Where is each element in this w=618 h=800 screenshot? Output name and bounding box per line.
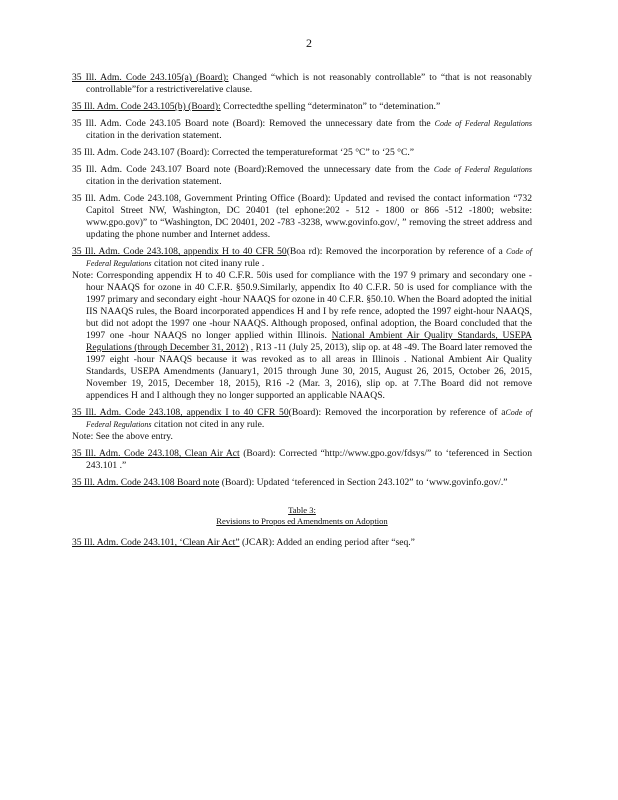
entry-text: citation not cited inany rule . xyxy=(151,258,265,269)
entry-lead: 35 Ill. Adm. Code 243.108 Board note xyxy=(72,477,220,488)
entry-text: (Board): Removed the incorporation by reference of a xyxy=(288,407,506,418)
list-item xyxy=(72,448,532,472)
note-text: Note: Corresponding appendix H to 40 C.F.R. 50is used for compliance with the 197 9 primary and secondary one - hour NAAQS for ozone in 40 C.F.R. §50.9.Similarly, appendix Ito 40 C.F.R. 50 is used for compliance with the 1997 primary and secondary eight -hour NAAQS for ozone in 40 C.F.R. §50.10. When the Board adopted the initial IIS NAAQS rules, the Board incorporated appendices H and I by refe rence, adopted the 1997 eight-hour NAAQS, but did not adopt the 1997 one -hour NAAQS. Although proposed, onfinal adoption, the Board concluded that the 1997 one -hour NAAQS no longer applied within Illinois. xyxy=(72,270,532,341)
list-item xyxy=(72,118,532,142)
list-item xyxy=(72,537,532,549)
list-item xyxy=(72,147,532,159)
list-item xyxy=(72,72,532,96)
table-title: Revisions to Propos ed Amendments on Adoption xyxy=(216,516,388,526)
entry-lead: 35 Ill. Adm. Code 243.108, appendix I to 40 CFR 50 xyxy=(72,407,289,418)
entry-lead: 35 Ill. Adm. Code 243.108, appendix H to 40 CFR 50 xyxy=(72,246,287,257)
entry-note: Note: See the above entry. xyxy=(72,431,173,442)
entries-list xyxy=(72,72,532,554)
note-underlined: National Ambient Air Quality Standards, USEPA Regulations (through December 31, 2012) xyxy=(86,330,532,353)
entry-text: (JCAR): Added an ending period after “seq.” xyxy=(239,537,415,548)
list-item xyxy=(72,407,532,443)
entry-lead: 35 Ill. Adm. Code 243.105(b) (Board): xyxy=(72,101,221,112)
entry-text: (Board): Updated ‘teferenced in Section 243.102” to ‘www.govinfo.gov/.” xyxy=(219,477,508,488)
entry-citation: Code of Federal Regulations xyxy=(86,247,532,268)
entry-note xyxy=(72,270,532,402)
entry-text: (Board): Corrected “http://www.gpo.gov/fdsys/” to ‘teferenced in Section 243.101 .” xyxy=(86,448,532,471)
table-heading xyxy=(72,505,532,527)
entry-text: Correctedthe spelling “determinaton” to “detemination.” xyxy=(220,101,441,112)
entry-citation: Code of Federal Regulations xyxy=(433,165,532,174)
entry-text: citation not cited in any rule. xyxy=(151,419,265,430)
entry-text: Changed “which is not reasonably controllable” to “that is not reasonably controllable”for a restrictiverelative clause. xyxy=(86,72,532,95)
entry-lead: 35 Ill. Adm. Code 243.105(a) (Board): xyxy=(72,72,229,83)
list-item xyxy=(72,164,532,188)
note-text: , R13 -11 (July 25, 2013), slip op. at 48 -49. The Board later removed the 1997 eight -hour NAAQS because it was revoked as to all areas in Illinois . National Ambient Air Quality Standards, USEPA Amendments (January1, 2015 through June 30, 2015, August 26, 2015, October 26, 2015, November 19, 2015, December 18, 2015), R16 -2 (Mar. 3, 2016), slip op. at 7.The Board did not remove appendices H and I although they no longer supported an applicable NAAQS. xyxy=(86,342,532,401)
entry-text: citation in the derivation statement. xyxy=(86,130,222,141)
table-label: Table 3: xyxy=(288,505,316,515)
list-item xyxy=(72,193,532,241)
list-item xyxy=(72,246,532,402)
entry-citation: Code of Federal Regulations xyxy=(434,119,532,128)
entry-text: 35 Ill. Adm. Code 243.105 Board note (Board): Removed the unnecessary date from the xyxy=(72,118,435,129)
entry-citation: Code of Federal Regulations xyxy=(86,408,532,429)
page-number: 2 xyxy=(306,36,312,50)
list-item xyxy=(72,101,532,113)
entry-text: 35 Ill. Adm. Code 243.108, Government Printing Office (Board): Updated and revised the contact information “732 Capitol Street NW, Washington, DC 20401 (tel ephone:202 - 512 - 1800 or 866 -512 -1800; website: www.gpo.gov)” to “Washington, DC 20401, 202 -783 -3238, www.govinfo.gov/, ” removing the street address and updating the phone number and Internet addess. xyxy=(72,193,532,240)
entry-text: 35 Ill. Adm. Code 243.107 (Board): Corrected the temperatureformat ‘25 °C” to ‘25 °C.” xyxy=(72,147,415,158)
list-item xyxy=(72,477,532,489)
entry-text: citation in the derivation statement. xyxy=(86,176,222,187)
entry-text: 35 Ill. Adm. Code 243.107 Board note (Board):Removed the unnecessary date from the xyxy=(72,164,434,175)
entry-lead: 35 Ill. Adm. Code 243.101, ‘Clean Air Act” xyxy=(72,537,240,548)
entry-lead: 35 Ill. Adm. Code 243.108, Clean Air Act xyxy=(72,448,240,459)
entry-text: (Boa rd): Removed the incorporation by reference of a xyxy=(286,246,507,257)
